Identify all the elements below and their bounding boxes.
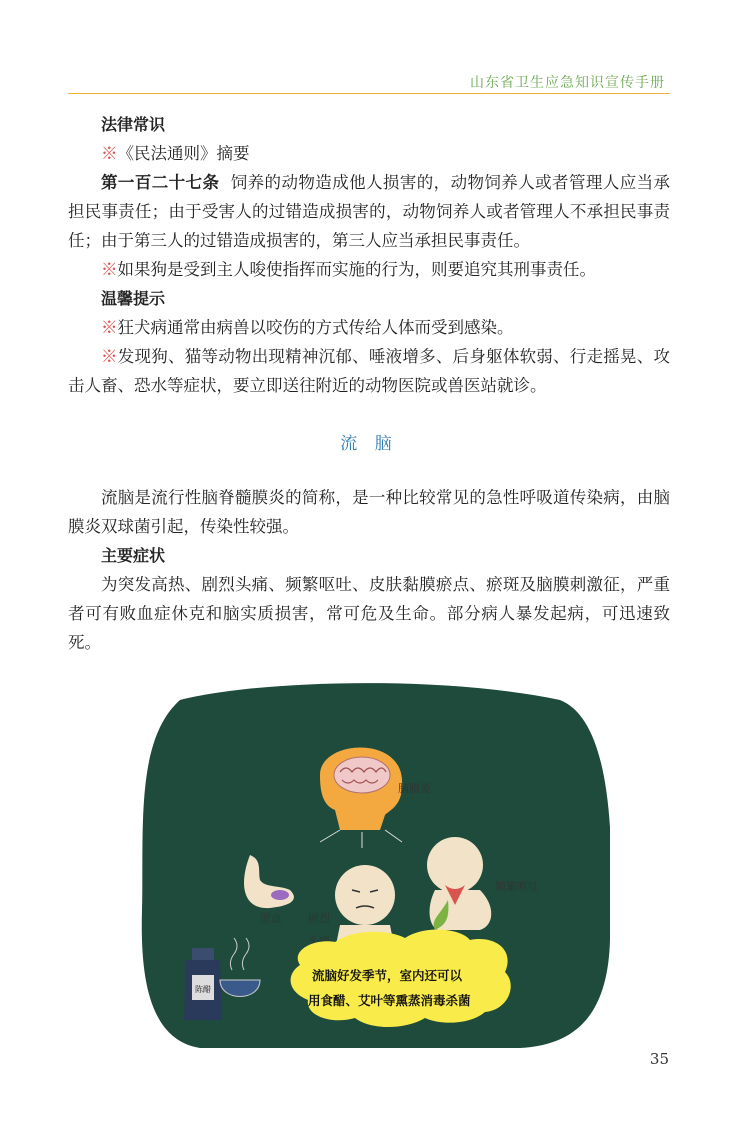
tips-heading: 温馨提示 bbox=[101, 289, 166, 308]
symptoms-paragraph: 为突发高热、剧烈头痛、频繁呕吐、皮肤黏膜瘀点、瘀斑及脑膜刺激征，严重者可有败血症休克和脑实质损害，常可危及生命。部分病人暴发起病，可迅速致死。 bbox=[68, 575, 670, 652]
section-title: 流 脑 bbox=[340, 434, 398, 454]
bottle-label: 陈醋 bbox=[195, 985, 211, 994]
label-headache-1: 剧烈 bbox=[308, 912, 330, 925]
header-title: 山东省卫生应急知识宣传手册 bbox=[470, 75, 665, 91]
label-headache-2: 头痛 bbox=[308, 934, 330, 947]
legal-reference: ※《民法通则》摘要 bbox=[101, 144, 250, 163]
article-label: 第一百二十七条 bbox=[101, 173, 220, 192]
header-rule bbox=[68, 93, 670, 94]
article-paragraph: 第一百二十七条 饲养的动物造成他人损害的，动物饲养人或者管理人应当承担民事责任；由于受害人的过错造成损害的，动物饲养人或者管理人不承担民事责任；由于第三人的过错造成损害的，第三人应当承担民事责任。 bbox=[68, 173, 671, 250]
label-vomit: 频繁呕吐 bbox=[495, 880, 539, 893]
page-number: 35 bbox=[649, 1050, 669, 1068]
legal-heading: 法律常识 bbox=[101, 115, 166, 134]
intro-paragraph: 流脑是流行性脑脊髓膜炎的简称，是一种比较常见的急性呼吸道传染病，由脑膜炎双球菌引起，传染性较强。 bbox=[68, 488, 670, 536]
bubble-line-1: 流脑好发季节，室内还可以 bbox=[312, 968, 463, 983]
meningitis-illustration bbox=[140, 680, 610, 1050]
symptoms-heading: 主要症状 bbox=[101, 546, 166, 565]
note-paragraph: ※如果狗是受到主人唆使指挥而实施的行为，则要追究其刑事责任。 bbox=[101, 260, 596, 279]
label-meningitis: 脑膜炎 bbox=[398, 782, 431, 795]
tip-2: ※发现狗、猫等动物出现精神沉郁、唾液增多、后身躯体软弱、行走摇晃、攻击人畜、恐水等症状，要立即送往附近的动物医院或兽医站就诊。 bbox=[68, 347, 671, 395]
label-bruise: 淤血 bbox=[260, 912, 282, 925]
tip-1: ※狂犬病通常由病兽以咬伤的方式传给人体而受到感染。 bbox=[101, 318, 514, 337]
bubble-line-2: 用食醋、艾叶等熏蒸消毒杀菌 bbox=[308, 993, 471, 1008]
page-content bbox=[68, 110, 670, 657]
